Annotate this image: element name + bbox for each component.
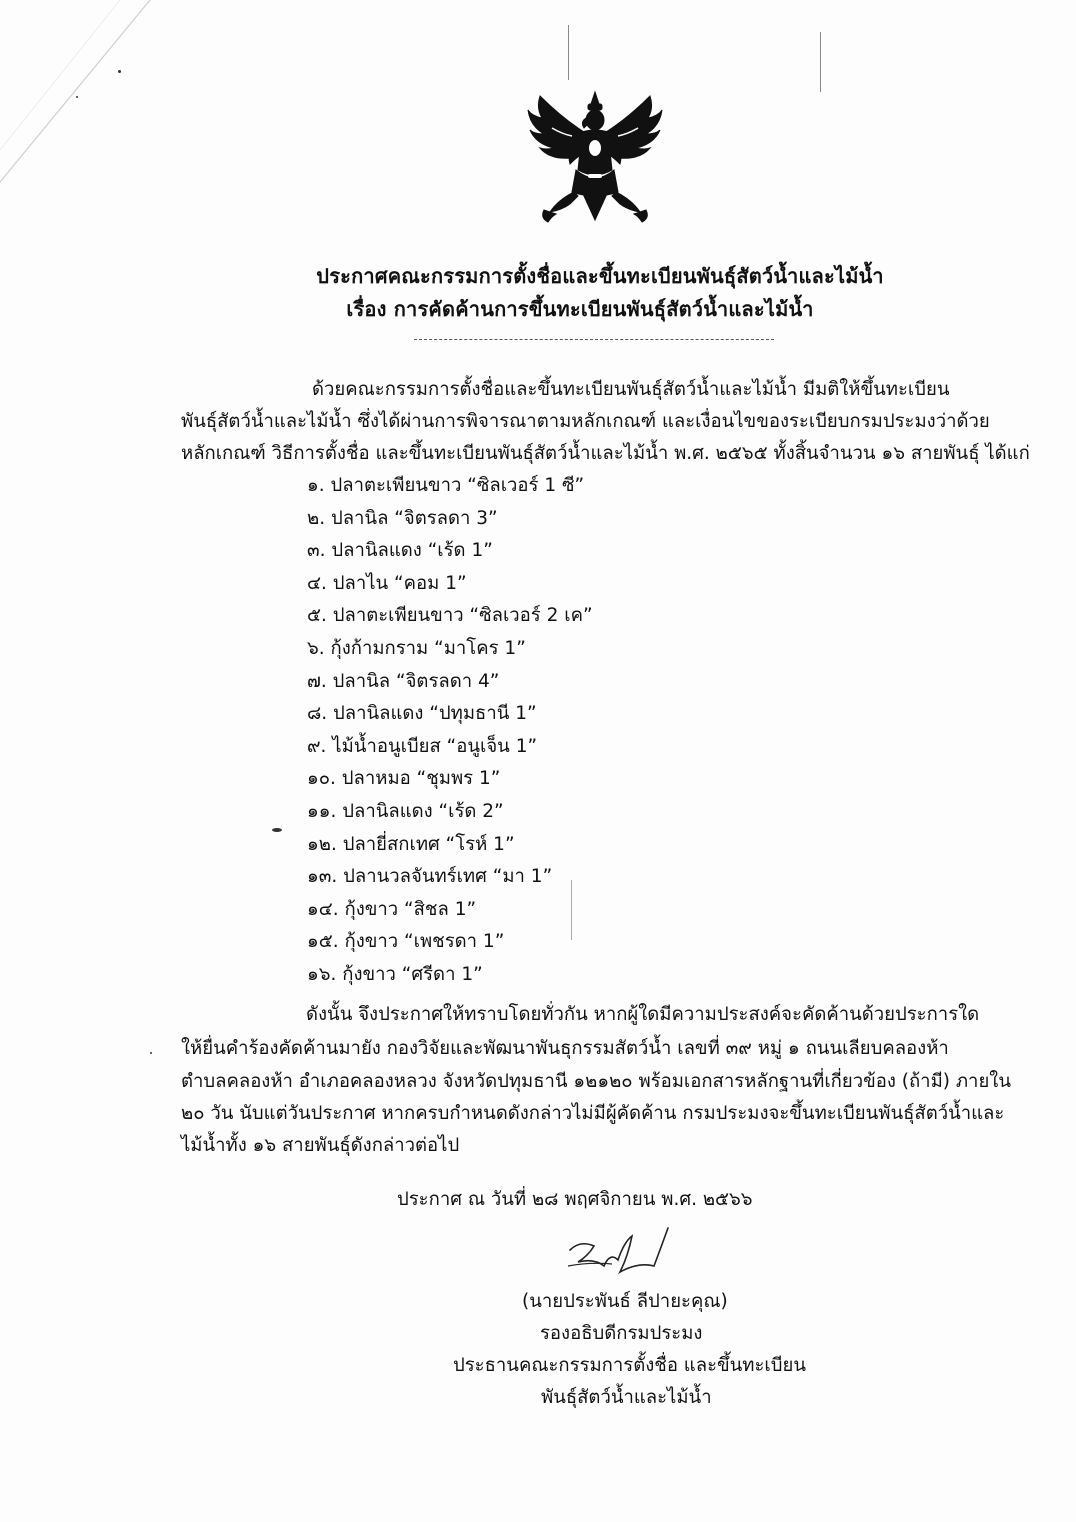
closing-line-3: ตำบลคลองห้า อำเภอคลองหลวง จังหวัดปทุมธานี ๑๒๑๒๐ พร้อมเอกสารหลักฐานที่เกี่ยวข้อง (ถ้ามี) ภายใน [181,1071,1011,1092]
closing-line-2: ให้ยื่นคำร้องคัดค้านมายัง กองวิจัยและพัฒนาพันธุกรรมสัตว์น้ำ เลขที่ ๓๙ หมู่ ๑ ถนนเลียบคลองห้า [181,1038,949,1059]
signature-mark [560,1222,670,1282]
signatory-position-3: พันธุ์สัตว์น้ำและไม้น้ำ [541,1387,712,1408]
list-item: ๑๒. ปลายี่สกเทศ “โรห์ 1” [307,833,515,855]
garuda-emblem-icon [522,88,668,228]
scan-line-left [568,25,569,80]
scan-speck [150,1052,152,1054]
list-item: ๘. ปลานิลแดง “ปทุมธานี 1” [307,703,537,725]
list-item: ๑๔. กุ้งขาว “สิชล 1” [307,898,477,920]
list-item: ๒. ปลานิล “จิตรลดา 3” [307,507,498,529]
intro-line-1: ด้วยคณะกรรมการตั้งชื่อและขึ้นทะเบียนพันธุ์สัตว์น้ำและไม้น้ำ มีมติให้ขึ้นทะเบียน [312,379,950,400]
list-item: ๗. ปลานิล “จิตรลดา 4” [307,670,500,692]
intro-line-3: หลักเกณฑ์ วิธีการตั้งชื่อ และขึ้นทะเบียนพันธุ์สัตว์น้ำและไม้น้ำ พ.ศ. ๒๕๖๕ ทั้งสิ้นจำนวน ๑๖ สายพันธุ์ ได้แก่ [181,443,1030,464]
list-item: ๑๕. กุ้งขาว “เพชรดา 1” [307,931,505,953]
list-item: ๑. ปลาตะเพียนขาว “ซิลเวอร์ 1 ซี” [307,475,585,496]
registered-strain-list [307,470,593,992]
scan-line-right [820,32,821,92]
signatory-position-1: รองอธิบดีกรมประมง [540,1323,703,1344]
scan-speck [118,70,121,73]
announcement-title: ประกาศคณะกรรมการตั้งชื่อและขึ้นทะเบียนพันธุ์สัตว์น้ำและไม้น้ำ [316,264,884,288]
announcement-subject: เรื่อง การคัดค้านการขึ้นทะเบียนพันธุ์สัตว์น้ำและไม้น้ำ [346,297,814,321]
corner-fold-mark [0,0,160,190]
intro-line-2: พันธุ์สัตว์น้ำและไม้น้ำ ซึ่งได้ผ่านการพิจารณาตามหลักเกณฑ์ และเงื่อนไขของระเบียบกรมประมงว่าด้วย [181,411,990,432]
closing-line-5: ไม้น้ำทั้ง ๑๖ สายพันธุ์ดังกล่าวต่อไป [181,1135,460,1156]
scan-speck [76,96,78,98]
closing-line-1: ดังนั้น จึงประกาศให้ทราบโดยทั่วกัน หากผู้ใดมีความประสงค์จะคัดค้านด้วยประการใด [306,1004,980,1025]
list-item: ๖. กุ้งก้ามกราม “มาโคร 1” [307,637,526,659]
announcement-date: ประกาศ ณ วันที่ ๒๘ พฤศจิกายน พ.ศ. ๒๕๖๖ [397,1189,753,1210]
list-item: ๑๐. ปลาหมอ “ชุมพร 1” [307,768,501,790]
list-item: ๑๓. ปลานวลจันทร์เทศ “มา 1” [307,866,553,888]
list-item: ๙. ไม้น้ำอนูเบียส “อนูเจ็น 1” [307,735,538,757]
list-item: ๕. ปลาตะเพียนขาว “ซิลเวอร์ 2 เค” [307,605,593,627]
scan-speck [272,828,282,832]
closing-line-4: ๒๐ วัน นับแต่วันประกาศ หากครบกำหนดดังกล่าวไม่มีผู้คัดค้าน กรมประมงจะขึ้นทะเบียนพันธุ์สัตว์น้ำและ [181,1103,1005,1124]
list-item: ๑๖. กุ้งขาว “ศรีดา 1” [307,963,483,985]
signatory-name: (นายประพันธ์ ลีปายะคุณ) [522,1291,728,1312]
list-item: ๓. ปลานิลแดง “เร้ด 1” [307,540,493,562]
title-divider [414,339,774,340]
list-item: ๑๑. ปลานิลแดง “เร้ด 2” [307,800,504,822]
signatory-position-2: ประธานคณะกรรมการตั้งชื่อ และขึ้นทะเบียน [453,1355,806,1376]
list-item: ๔. ปลาไน “คอม 1” [307,572,467,594]
